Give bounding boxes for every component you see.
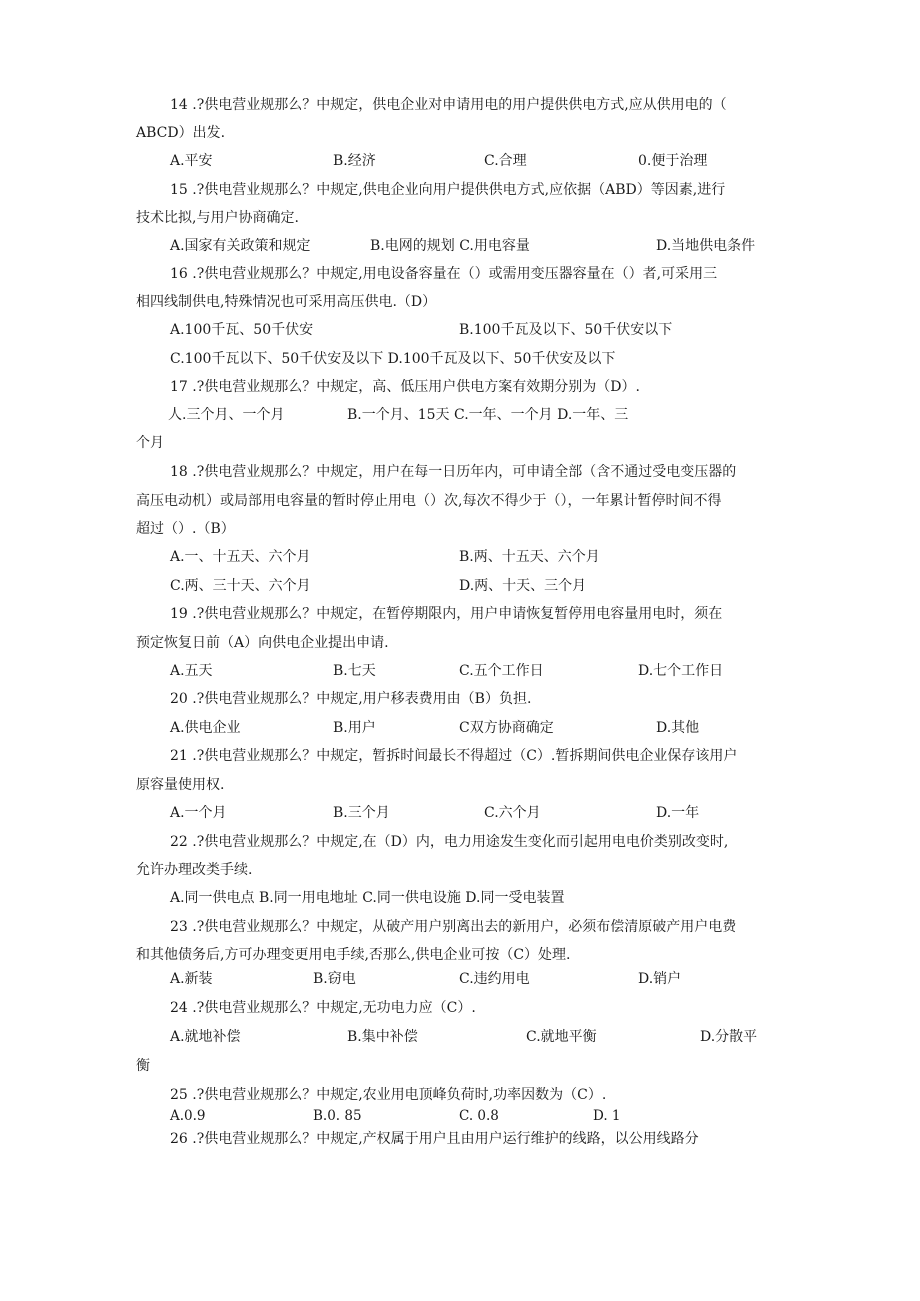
q19-option-a: A.五天 [170,663,213,679]
question-23-text-cont: 和其他债务后,方可办理变更用电手续,否那么,供电企业可按（C）处理. [136,947,571,963]
question-22-text-cont: 允许办理改类手续. [136,862,253,878]
q15-option-bc: B.电网的规划 C.用电容量 [370,238,530,254]
question-26-text: 26 .?供电营业规那么？中规定,产权属于用户且由用户运行维护的线路，以公用线路分 [170,1131,699,1147]
q18-option-c: C.两、三十天、六个月 [170,578,311,594]
q24-option-c: C.就地平衡 [526,1029,597,1045]
q23-option-d: D.销户 [638,971,682,987]
q19-option-d: D.七个工作日 [638,663,724,679]
q25-option-a: A.0.9 [170,1108,206,1124]
q19-option-b: B.七天 [333,663,376,679]
q20-option-b: B.用户 [333,720,376,736]
q24-option-d: D.分散平 [700,1029,758,1045]
question-17-text: 17 .?供电营业规那么？中规定，高、低压用户供电方案有效期分别为（D）. [170,379,640,395]
question-21-text: 21 .?供电营业规那么？中规定，暂拆时间最长不得超过（C）.暂拆期间供电企业保存该用户 [170,748,738,764]
question-25-text: 25 .?供电营业规那么？中规定,农业用电顶峰负荷时,功率因数为（C）. [170,1087,607,1103]
question-14-text: 14 .?供电营业规那么？中规定，供电企业对申请用电的用户提供供电方式,应从供用电的（ [170,97,727,113]
q15-option-a: A.国家有关政策和规定 [170,238,311,254]
question-21-text-cont: 原容量使用权. [136,777,225,793]
q21-option-d: D.一年 [656,805,700,821]
q14-option-a: A.平安 [170,153,213,169]
q23-option-b: B.窃电 [313,971,356,987]
q25-option-c: C. 0.8 [459,1108,499,1124]
question-18-text-cont1: 高压电动机）或局部用电容量的暂时停止用电（）次,每次不得少于（），一年累计暂停时间不得 [136,493,722,509]
q16-option-b: B.100千瓦及以下、50千伏安以下 [459,322,673,338]
question-20-text: 20 .?供电营业规那么？中规定,用户移表费用由（B）负担. [170,691,532,707]
q18-option-d: D.两、十天、三个月 [459,578,587,594]
q14-option-d: 0.便于治理 [638,153,708,169]
q24-option-b: B.集中补偿 [347,1029,418,1045]
q23-option-a: A.新装 [170,971,213,987]
q21-option-b: B.三个月 [333,805,390,821]
question-19-text-cont: 预定恢复日前（A）向供电企业提出申请. [136,635,389,651]
q24-option-d-cont: 衡 [136,1058,150,1074]
q19-option-c: C.五个工作日 [459,663,544,679]
q18-option-a: A.一、十五天、六个月 [170,549,311,565]
q15-option-d: D.当地供电条件 [656,238,756,254]
q22-options: A.同一供电点 B.同一用电地址 C.同一供电设施 D.同一受电装置 [170,890,565,906]
q25-option-b: B.0. 85 [313,1108,362,1124]
question-18-text-cont2: 超过（）.（B） [136,521,235,537]
q17-option-a: 人.三个月、一个月 [168,407,285,423]
q14-option-c: C.合理 [484,153,527,169]
q17-option-bcd: B.一个月、15天 C.一年、一个月 D.一年、三 [347,407,629,423]
q25-option-d: D. 1 [593,1108,621,1124]
q16-option-a: A.100千瓦、50千伏安 [170,322,314,338]
q17-option-d-cont: 个月 [136,435,164,451]
q20-option-d: D.其他 [656,720,700,736]
q21-option-c: C.六个月 [484,805,541,821]
question-23-text: 23 .?供电营业规那么？中规定，从破产用户别离出去的新用户，必须布偿清原破产用户电费 [170,919,737,935]
question-14-text-cont: ABCD）出发. [136,125,226,141]
question-18-text: 18 .?供电营业规那么？中规定，用户在每一日历年内，可申请全部（含不通过受电变压器的 [170,464,737,480]
q16-option-cd: C.100千瓦以下、50千伏安及以下 D.100千瓦及以下、50千伏安及以下 [170,351,616,367]
q18-option-b: B.两、十五天、六个月 [459,549,600,565]
question-16-text: 16 .?供电营业规那么？中规定,用电设备容量在（）或需用变压器容量在（）者,可采用三 [170,266,718,282]
question-19-text: 19 .?供电营业规那么？中规定，在暂停期限内，用户申请恢复暂停用电容量用电时，须在 [170,606,723,622]
question-22-text: 22 .?供电营业规那么？中规定,在（D）内，电力用途发生变化而引起用电电价类别改变时, [170,834,729,850]
q14-option-b: B.经济 [333,153,376,169]
question-16-text-cont: 相四线制供电,特殊情况也可采用高压供电.（D） [136,294,437,310]
question-15-text: 15 .?供电营业规那么？中规定,供电企业向用户提供供电方式,应依据（ABD）等因素,进行 [170,182,726,198]
q24-option-a: A.就地补偿 [170,1029,241,1045]
q20-option-a: A.供电企业 [170,720,241,736]
question-15-text-cont: 技术比拟,与用户协商确定. [136,210,299,226]
q21-option-a: A.一个月 [170,805,227,821]
q23-option-c: C.违约用电 [459,971,530,987]
q20-option-c: C双方协商确定 [459,720,554,736]
question-24-text: 24 .?供电营业规那么？中规定,无功电力应（C）. [170,1000,476,1016]
